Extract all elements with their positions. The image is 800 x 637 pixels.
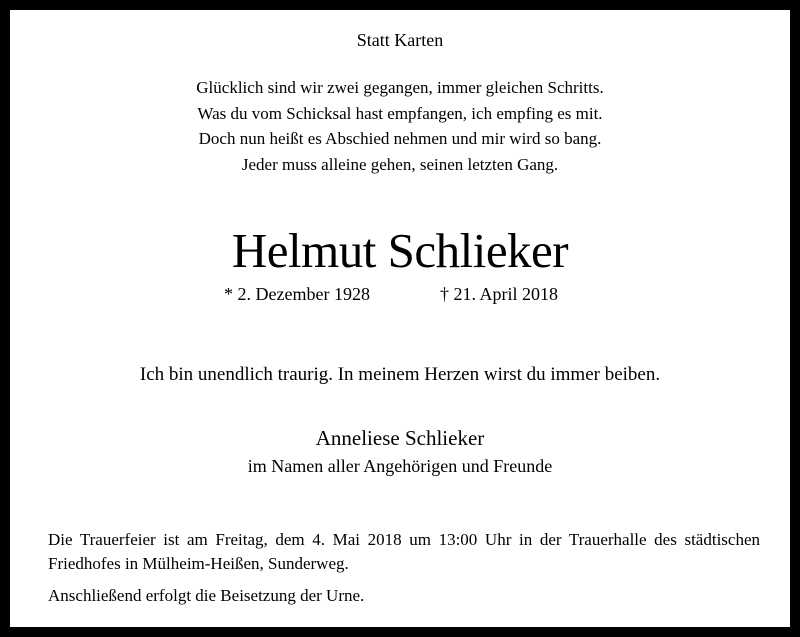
funeral-details: Die Trauerfeier ist am Freitag, dem 4. Mai 2018 um 13:00 Uhr in der Trauerhalle des städtischen Friedhofes in Mülheim-Heißen, Sunderweg. [48,530,760,573]
poem-line: Jeder muss alleine gehen, seinen letzten Gang. [241,154,559,174]
poem-line: Doch nun heißt es Abschied nehmen und mir wird so bang. [198,129,602,148]
mourning-sentence: Ich bin unendlich traurig. In meinem Herzen wirst du immer beiben. [139,364,661,385]
poem-line: Glücklich sind wir zwei gegangen, immer gleichen Schritts. [196,78,604,97]
notice-heading: Statt Karten [356,30,444,50]
poem [10,75,790,177]
deceased-name: Helmut Schlieker [231,223,569,278]
obituary-notice [10,10,790,627]
burial-details: Anschließend erfolgt die Beisetzung der Urne. [48,586,365,605]
death-date: † 21. April 2018 [440,284,559,304]
signer-subtitle: im Namen aller Angehörigen und Freunde [247,456,553,476]
signer-name: Anneliese Schlieker [315,426,485,450]
poem-line: Was du vom Schicksal hast empfangen, ich empfing es mit. [197,103,603,123]
birth-date: * 2. Dezember 1928 [224,284,370,304]
